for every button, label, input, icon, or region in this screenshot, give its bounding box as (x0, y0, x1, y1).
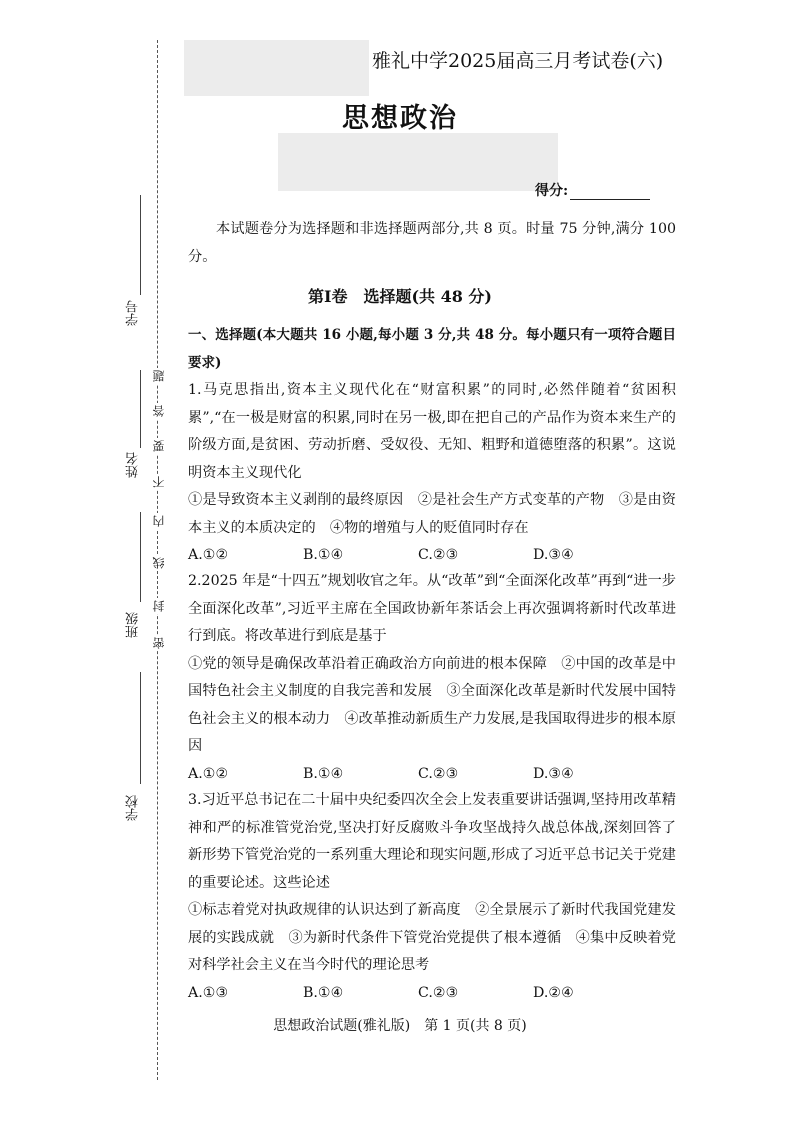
field-line-class[interactable] (140, 512, 141, 602)
field-label-name: 姓名 (126, 452, 141, 478)
score-blank[interactable] (570, 185, 650, 200)
seal-char: 答 (152, 405, 166, 417)
part-title: 一、选择题(本大题共 16 小题,每小题 3 分,共 48 分。每小题只有一项符合题目要求) (188, 327, 676, 371)
option-d[interactable]: D.③④ (533, 547, 574, 563)
exam-title: 雅礼中学2025届高三月考试卷(六) (372, 50, 664, 72)
seal-char: 内 (152, 515, 166, 527)
field-label-class: 班级 (126, 612, 141, 638)
option-c[interactable]: C.②③ (418, 765, 459, 782)
field-line-name[interactable] (140, 370, 141, 448)
question-1 (188, 377, 676, 570)
seal-char: 要 (152, 440, 166, 452)
option-row (188, 542, 676, 570)
field-label-student-id: 学号 (126, 300, 141, 326)
seal-char: 题 (152, 370, 166, 382)
score-field (535, 180, 650, 200)
question-stem: 1.马克思指出,资本主义现代化在“财富积累”的同时,必然伴随着“贫困积累”,“在一极是财富的积累,同时在另一极,即在把自己的产品作为资本来生产的阶级方面,是贫困、劳动折磨、受奴役、无知、粗野和道德堕落的积累”。这说明资本主义现代化 (188, 382, 676, 481)
question-statements: ①标志着党对执政规律的认识达到了新高度 ②全景展示了新时代我国党建发展的实践成就 ③为新时代条件下管党治党提供了根本遵循 ④集中反映着党对科学社会主义在当今时代的理论思考 (188, 902, 676, 973)
field-label-school: 学校 (126, 795, 141, 821)
score-label: 得分: (535, 183, 569, 199)
page-footer: 思想政治试题(雅礼版) 第 1 页(共 8 页) (273, 1018, 527, 1034)
question-statements: ①是导致资本主义剥削的最终原因 ②是社会生产方式变革的产物 ③是由资本主义的本质决定的 ④物的增殖与人的贬值同时存在 (188, 492, 676, 536)
option-c[interactable]: C.②③ (418, 984, 459, 1001)
option-b[interactable]: B.①④ (303, 984, 344, 1001)
option-c[interactable]: C.②③ (418, 547, 459, 563)
seal-char: 不 (152, 476, 166, 488)
seal-char: 封 (152, 600, 166, 612)
question-2 (188, 568, 676, 788)
redaction-block-middle (278, 133, 558, 191)
question-statements: ①党的领导是确保改革沿着正确政治方向前进的根本保障 ②中国的改革是中国特色社会主义制度的自我完善和发展 ③全面深化改革是新时代发展中国特色社会主义的根本动力 ④改革推动新质生产力发展,是我国取得进步的根本原因 (188, 655, 676, 754)
option-a[interactable]: A.①② (188, 765, 229, 782)
field-line-school[interactable] (140, 672, 141, 784)
option-row (188, 761, 676, 789)
question-3 (188, 787, 676, 1007)
option-a[interactable]: A.①③ (188, 984, 229, 1001)
subject-title: 思想政治 (342, 103, 458, 134)
redaction-block-top (184, 40, 369, 96)
option-row (188, 980, 676, 1008)
question-stem: 3.习近平总书记在二十届中央纪委四次全会上发表重要讲话强调,坚持用改革精神和严的标准管党治党,坚决打好反腐败斗争攻坚战持久战总体战,深刻回答了新形势下管党治党的一系列重大理论和现实问题,形成了习近平总书记关于党建的重要论述。这些论述 (188, 792, 676, 891)
field-line-student-id[interactable] (140, 195, 141, 295)
option-a[interactable]: A.①② (188, 547, 229, 563)
question-stem: 2.2025 年是“十四五”规划收官之年。从“改革”到“全面深化改革”再到“进一步全面深化改革”,习近平主席在全国政协新年茶话会上再次强调将新时代改革进行到底。将改革进行到底是基于 (188, 573, 676, 644)
section-title: 第Ⅰ卷 选择题(共 48 分) (307, 287, 493, 306)
seal-char: 线 (152, 557, 166, 569)
option-d[interactable]: D.②④ (533, 984, 574, 1001)
option-d[interactable]: D.③④ (533, 765, 574, 782)
intro-text: 本试题卷分为选择题和非选择题两部分,共 8 页。时量 75 分钟,满分 100 分。 (188, 221, 676, 265)
seal-char: 密 (152, 637, 166, 649)
option-b[interactable]: B.①④ (303, 547, 344, 563)
option-b[interactable]: B.①④ (303, 765, 344, 782)
